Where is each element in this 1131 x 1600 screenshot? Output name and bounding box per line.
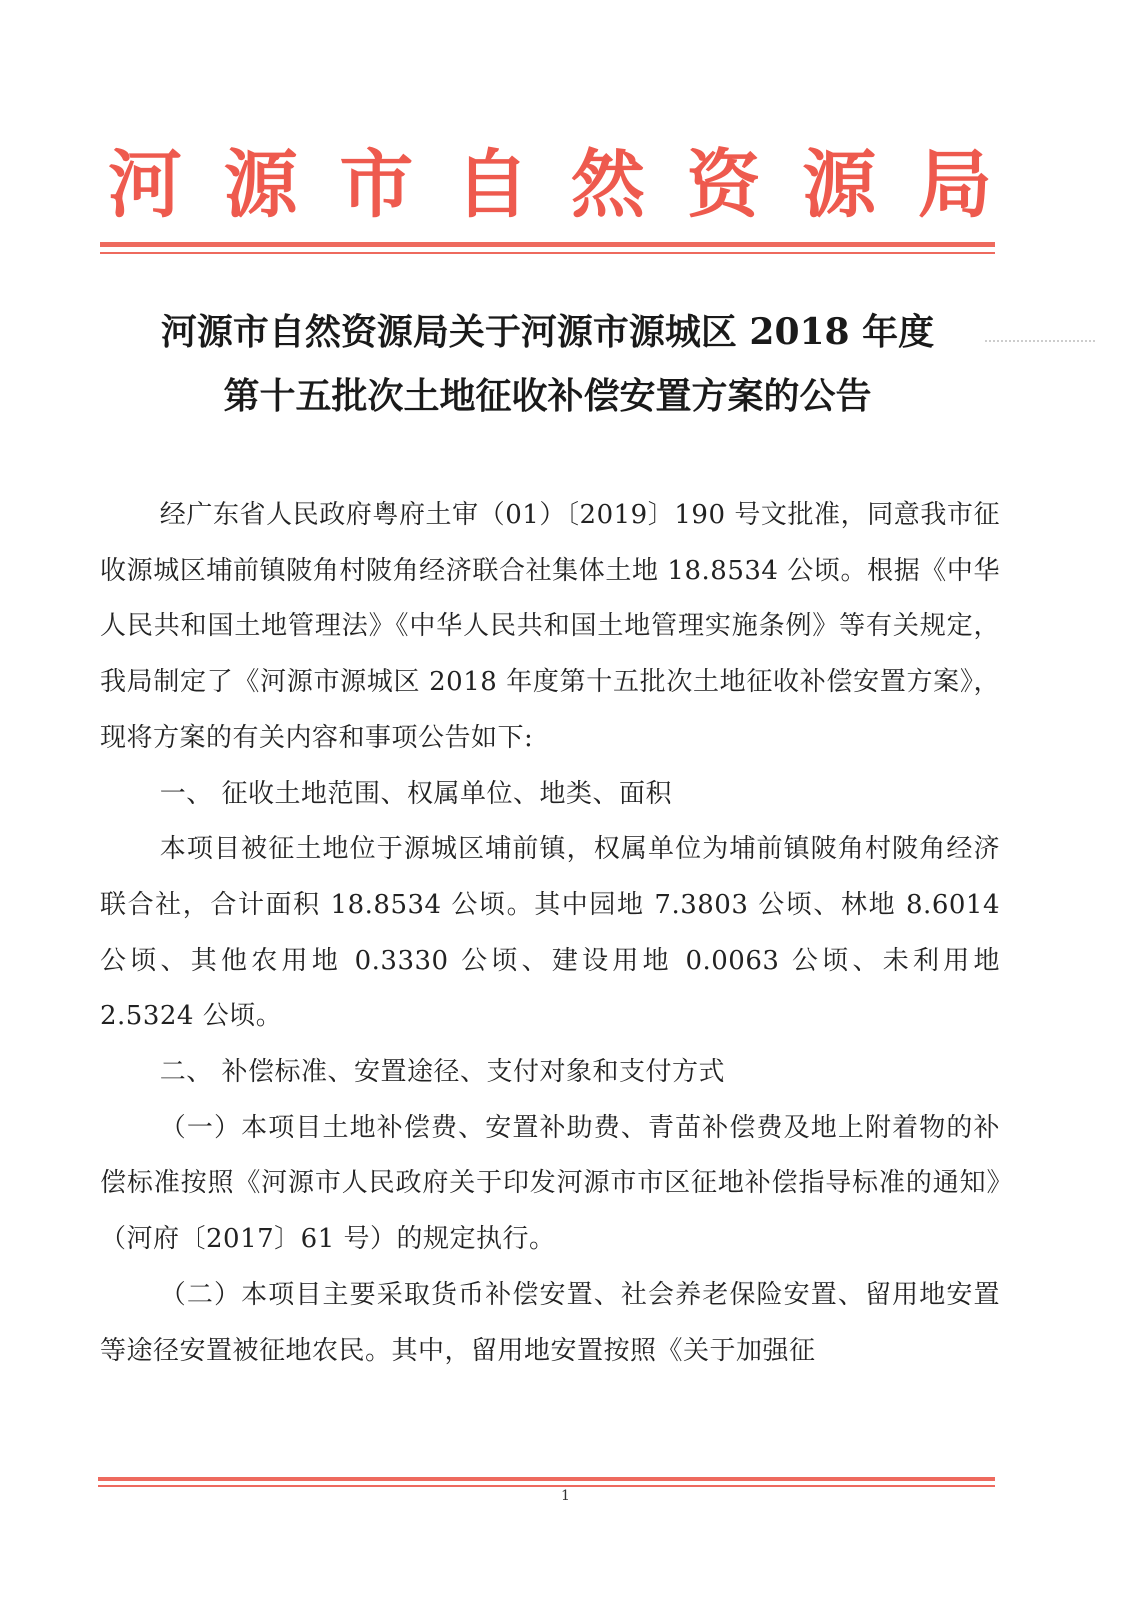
paragraph-compensation-standard: （一）本项目土地补偿费、安置补助费、青苗补偿费及地上附着物的补偿标准按照《河源市人民政府关于印发河源市市区征地补偿指导标准的通知》（河府〔2017〕61 号）的规定执行。 <box>100 1112 1000 1255</box>
masthead-char: 局 <box>917 142 992 228</box>
masthead-char: 自 <box>455 142 530 228</box>
scan-artifact <box>985 340 1095 345</box>
paragraph-resettlement: （二）本项目主要采取货币补偿安置、社会养老保险安置、留用地安置等途径安置被征地农民。其中，留用地安置按照《关于加强征 <box>100 1279 1000 1366</box>
document-title <box>100 300 995 428</box>
page-number: 1 <box>561 1488 570 1504</box>
body-text <box>100 488 1000 1379</box>
masthead-char: 然 <box>570 142 645 228</box>
section-heading-2: 二、 补偿标准、安置途径、支付对象和支付方式 <box>159 1057 726 1088</box>
masthead <box>100 140 1000 230</box>
title-line-1: 河源市自然资源局关于河源市源城区 2018 年度 <box>160 311 935 353</box>
footer-rule-thick <box>98 1477 995 1481</box>
masthead-char: 河 <box>108 142 182 228</box>
paragraph-land-scope: 本项目被征土地位于源城区埔前镇，权属单位为埔前镇陂角村陂角经济联合社，合计面积 18.8534 公顷。其中园地 7.3803 公顷、林地 8.6014 公顷、其他农用地 0.3330 公顷、建设用地 0.0063 公顷、未利用地 2.5324 公顷。 <box>100 834 1000 1032</box>
masthead-char: 源 <box>802 142 877 228</box>
section-heading-1: 一、 征收土地范围、权属单位、地类、面积 <box>159 778 673 809</box>
masthead-char: 资 <box>686 142 761 228</box>
header-rule-thick <box>100 242 995 247</box>
paragraph-intro: 经广东省人民政府粤府土审（01）〔2019〕190 号文批准，同意我市征收源城区埔前镇陂角村陂角经济联合社集体土地 18.8534 公顷。根据《中华人民共和国土地管理法》《中华人民共和国土地管理实施条例》等有关规定，我局制定了《河源市源城区 2018 年度第十五批次土地征收补偿安置方案》，现将方案的有关内容和事项公告如下: <box>100 500 1000 753</box>
masthead-char: 市 <box>339 142 414 228</box>
footer-rule-thin <box>98 1485 995 1487</box>
title-line-2: 第十五批次土地征收补偿安置方案的公告 <box>223 375 872 417</box>
header-rule-thin <box>100 252 995 254</box>
masthead-char: 源 <box>223 142 298 228</box>
